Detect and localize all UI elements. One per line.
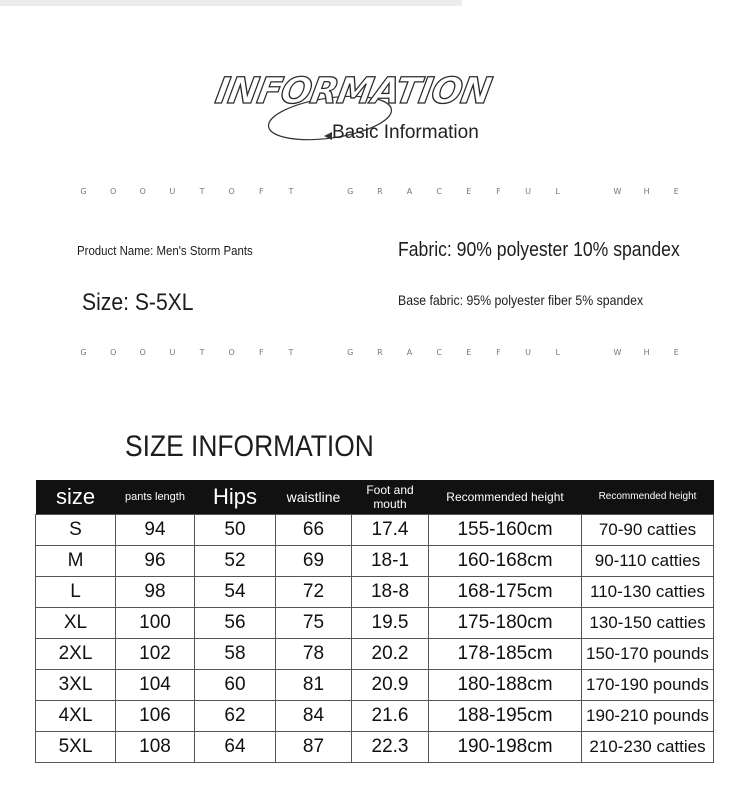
cell-hips: 54 [195,577,276,608]
cell-size: M [36,546,116,577]
cell-length: 100 [116,608,195,639]
cell-weight: 190-210 pounds [582,701,714,732]
subtitle: Basic Information [332,122,479,143]
cell-hips: 58 [195,639,276,670]
cell-weight: 150-170 pounds [582,639,714,670]
table-header-row [36,480,714,515]
cell-waist: 78 [276,639,352,670]
cell-weight: 90-110 catties [582,546,714,577]
header-pants-length: pants length [116,480,195,515]
cell-height: 188-195cm [429,701,582,732]
fabric: Fabric: 90% polyester 10% spandex [398,239,680,261]
cell-height: 160-168cm [429,546,582,577]
cell-foot: 22.3 [352,732,429,763]
cell-foot: 18-8 [352,577,429,608]
cell-hips: 60 [195,670,276,701]
cell-length: 102 [116,639,195,670]
cell-foot: 19.5 [352,608,429,639]
cell-waist: 72 [276,577,352,608]
table-row [36,670,714,701]
cell-height: 190-198cm [429,732,582,763]
cell-weight: 70-90 catties [582,515,714,546]
cell-hips: 64 [195,732,276,763]
table-row [36,732,714,763]
cell-waist: 87 [276,732,352,763]
cell-height: 175-180cm [429,608,582,639]
cell-weight: 130-150 catties [582,608,714,639]
cell-waist: 69 [276,546,352,577]
cell-hips: 62 [195,701,276,732]
base-fabric: Base fabric: 95% polyester fiber 5% spandex [398,292,644,308]
cell-length: 94 [116,515,195,546]
cell-weight: 210-230 catties [582,732,714,763]
cell-waist: 75 [276,608,352,639]
size-info-title: SIZE INFORMATION [125,430,374,463]
cell-foot: 18-1 [352,546,429,577]
cell-height: 155-160cm [429,515,582,546]
table-row [36,577,714,608]
cell-height: 180-188cm [429,670,582,701]
cell-foot: 17.4 [352,515,429,546]
cell-size: L [36,577,116,608]
top-divider [0,0,462,6]
table-row [36,546,714,577]
size-table [35,480,714,763]
cell-foot: 20.2 [352,639,429,670]
cell-length: 96 [116,546,195,577]
cell-length: 104 [116,670,195,701]
cell-foot: 20.9 [352,670,429,701]
table-row [36,639,714,670]
decor-letters-top: G O O U T O F T G R A C E F U L W H E [80,187,679,196]
cell-size: 3XL [36,670,116,701]
cell-size: S [36,515,116,546]
cell-length: 106 [116,701,195,732]
decor-letters-bottom: G O O U T O F T G R A C E F U L W H E [80,348,679,357]
header-hips: Hips [195,480,276,515]
size-range: Size: S-5XL [82,289,194,316]
cell-size: 2XL [36,639,116,670]
cell-waist: 84 [276,701,352,732]
cell-weight: 110-130 catties [582,577,714,608]
cell-size: 4XL [36,701,116,732]
cell-size: 5XL [36,732,116,763]
header-size: size [36,480,116,515]
header-waistline: waistline [276,480,352,515]
cell-length: 108 [116,732,195,763]
information-logo [212,66,512,156]
cell-weight: 170-190 pounds [582,670,714,701]
header-recommended-weight: Recommended height [582,480,714,515]
cell-length: 98 [116,577,195,608]
cell-height: 168-175cm [429,577,582,608]
logo-word: INFORMATION [212,71,495,112]
cell-size: XL [36,608,116,639]
cell-hips: 52 [195,546,276,577]
cell-hips: 56 [195,608,276,639]
header-foot-mouth: Foot and mouth [352,480,429,515]
cell-foot: 21.6 [352,701,429,732]
cell-waist: 66 [276,515,352,546]
table-row [36,515,714,546]
table-row [36,701,714,732]
table-row [36,608,714,639]
header-recommended-height: Recommended height [429,480,582,515]
cell-hips: 50 [195,515,276,546]
cell-waist: 81 [276,670,352,701]
cell-height: 178-185cm [429,639,582,670]
product-name: Product Name: Men's Storm Pants [77,243,253,258]
